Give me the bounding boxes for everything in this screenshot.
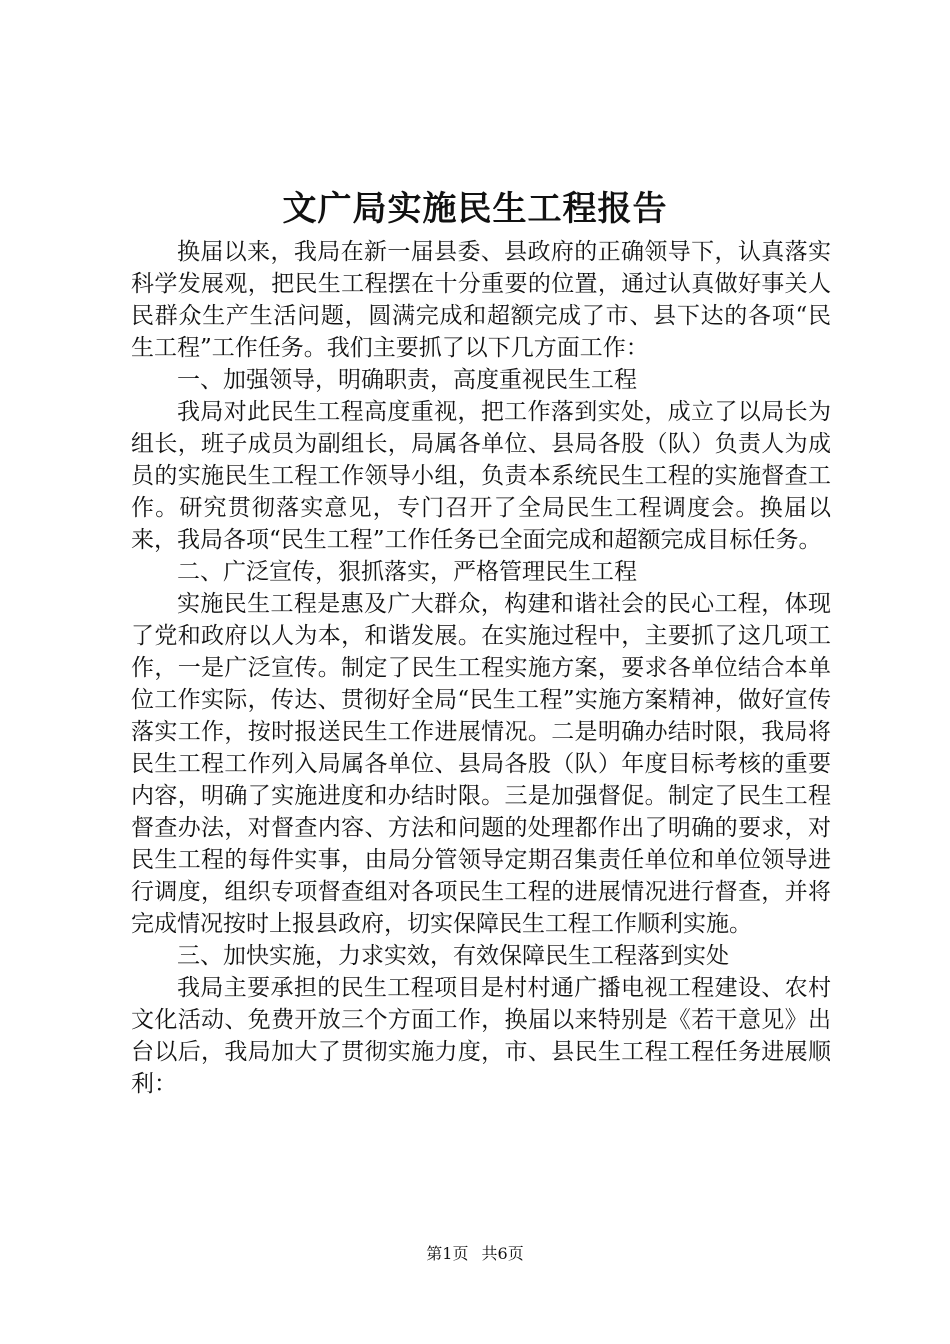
section-heading-1: 一、加强领导，明确职责，高度重视民生工程 xyxy=(177,367,637,393)
intro-paragraph: 换届以来，我局在新一届县委、县政府的正确领导下，认真落实科学发展观，把民生工程摆在十分重要的位置，通过认真做好事关人民群众生产生活问题，圆满完成和超额完成了市、县下达的各项“民生工程”工作任务。我们主要抓了以下几方面工作： xyxy=(131,239,831,361)
document-title: 文广局实施民生工程报告 xyxy=(282,189,668,229)
page-footer xyxy=(0,1243,950,1265)
section-heading-3: 三、加快实施，力求实效，有效保障民生工程落到实处 xyxy=(177,943,729,969)
section-1-paragraph: 我局对此民生工程高度重视，把工作落到实处，成立了以局长为组长，班子成员为副组长，局属各单位、县局各股（队）负责人为成员的实施民生工程工作领导小组，负责本系统民生工程的实施督查工作。研究贯彻落实意见，专门召开了全局民生工程调度会。换届以来，我局各项“民生工程”工作任务已全面完成和超额完成目标任务。 xyxy=(131,399,831,553)
document-body xyxy=(131,236,831,1100)
page-number: 第1页 xyxy=(426,1244,469,1263)
section-heading-2: 二、广泛宣传，狠抓落实，严格管理民生工程 xyxy=(177,559,637,585)
page-total: 共6页 xyxy=(481,1244,524,1263)
section-3-paragraph: 我局主要承担的民生工程项目是村村通广播电视工程建设、农村文化活动、免费开放三个方面工作，换届以来特别是《若干意见》出台以后，我局加大了贯彻实施力度，市、县民生工程工程任务进展顺利： xyxy=(131,975,831,1097)
section-2-paragraph: 实施民生工程是惠及广大群众，构建和谐社会的民心工程，体现了党和政府以人为本，和谐发展。在实施过程中，主要抓了这几项工作，一是广泛宣传。制定了民生工程实施方案，要求各单位结合本单位工作实际，传达、贯彻好全局“民生工程”实施方案精神，做好宣传落实工作，按时报送民生工作进展情况。二是明确办结时限，我局将民生工程工作列入局属各单位、县局各股（队）年度目标考核的重要内容，明确了实施进度和办结时限。三是加强督促。制定了民生工程督查办法，对督查内容、方法和问题的处理都作出了明确的要求，对民生工程的每件实事，由局分管领导定期召集责任单位和单位领导进行调度，组织专项督查组对各项民生工程的进展情况进行督查，并将完成情况按时上报县政府，切实保障民生工程工作顺利实施。 xyxy=(131,591,831,937)
